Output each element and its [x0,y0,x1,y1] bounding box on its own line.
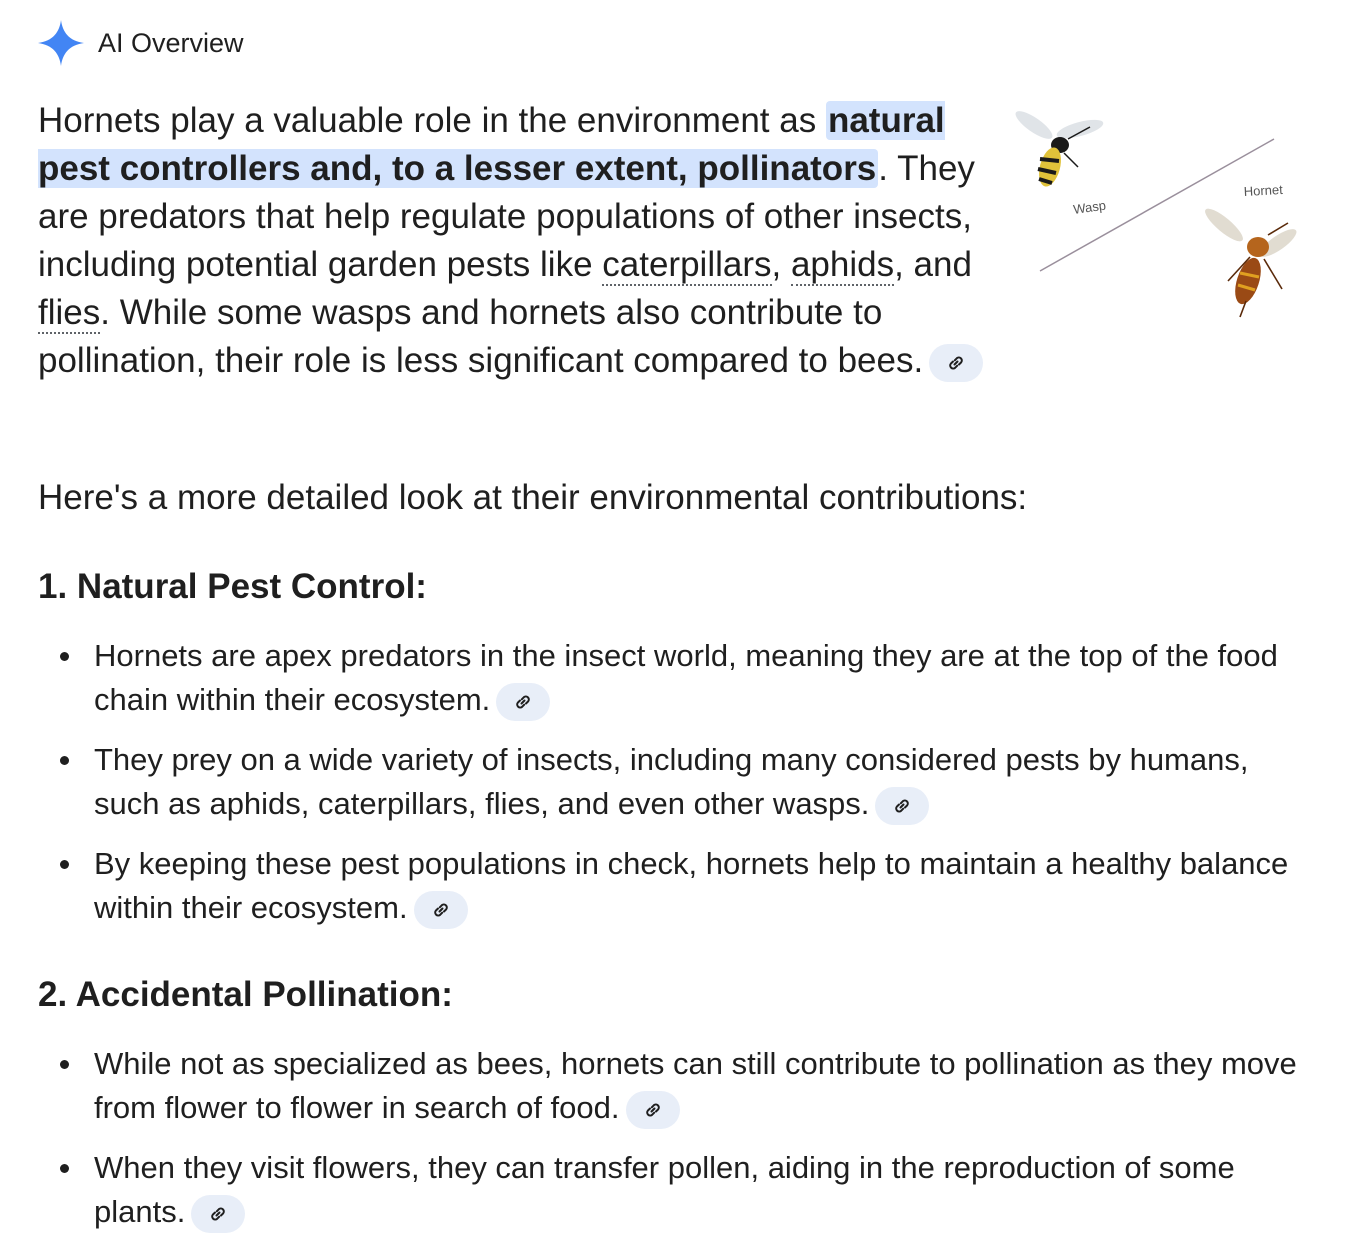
list-item [38,1146,1318,1234]
highlighted-phrase: natural pest controllers and, to a lesser extent, pollinators [38,101,945,188]
list-item [38,634,1318,722]
section-title-pest-control: 1. Natural Pest Control: [38,567,427,606]
link-flies[interactable]: flies [38,293,101,332]
pest-control-list [38,634,1318,946]
list-item-text: By keeping these pest populations in check, hornets help to maintain a healthy balance within their ecosystem. [94,846,1289,925]
pollination-list [38,1042,1318,1250]
link-icon [891,795,913,817]
hornet-label: Hornet [1243,181,1284,199]
source-link-chip[interactable] [414,891,468,929]
ai-overview-header [38,20,244,66]
intro-text-5: . While some wasps and hornets also contribute to pollination, their role is less significant compared to bees. [38,293,924,380]
source-link-chip[interactable] [496,683,550,721]
intro-text-3: , [771,245,791,284]
source-link-chip[interactable] [929,344,983,382]
list-item-text: They prey on a wide variety of insects, including many considered pests by humans, such as aphids, caterpillars, flies, and even other wasps. [94,742,1249,821]
link-icon [207,1203,229,1225]
section-title-pollination: 2. Accidental Pollination: [38,975,453,1014]
link-icon [642,1099,664,1121]
source-link-chip[interactable] [191,1195,245,1233]
link-icon [512,691,534,713]
list-item [38,1042,1318,1130]
intro-paragraph [38,97,993,385]
list-item [38,738,1318,826]
link-aphids[interactable]: aphids [790,245,895,284]
link-icon [945,352,967,374]
intro-text-4: , and [894,245,972,284]
link-caterpillars[interactable]: caterpillars [602,245,772,284]
list-item-text: When they visit flowers, they can transfer pollen, aiding in the reproduction of some plants. [94,1150,1235,1229]
wasp-hornet-image[interactable] [1012,95,1304,327]
list-item-text: While not as specialized as bees, hornets can still contribute to pollination as they move from flower to flower in search of food. [94,1046,1297,1125]
link-icon [430,899,452,921]
wasp-label: Wasp [1072,197,1107,217]
list-item [38,842,1318,930]
list-item-text: Hornets are apex predators in the insect world, meaning they are at the top of the food chain within their ecosystem. [94,638,1278,717]
source-link-chip[interactable] [626,1091,680,1129]
header-title: AI Overview [98,27,244,58]
lead-sentence: Here's a more detailed look at their environmental contributions: [38,478,1028,517]
intro-text-1: Hornets play a valuable role in the environment as [38,101,826,140]
intro-text-2: . They are predators that help regulate populations of other insects, including potential garden pests like [38,149,975,284]
source-link-chip[interactable] [875,787,929,825]
sparkle-icon [38,20,84,66]
